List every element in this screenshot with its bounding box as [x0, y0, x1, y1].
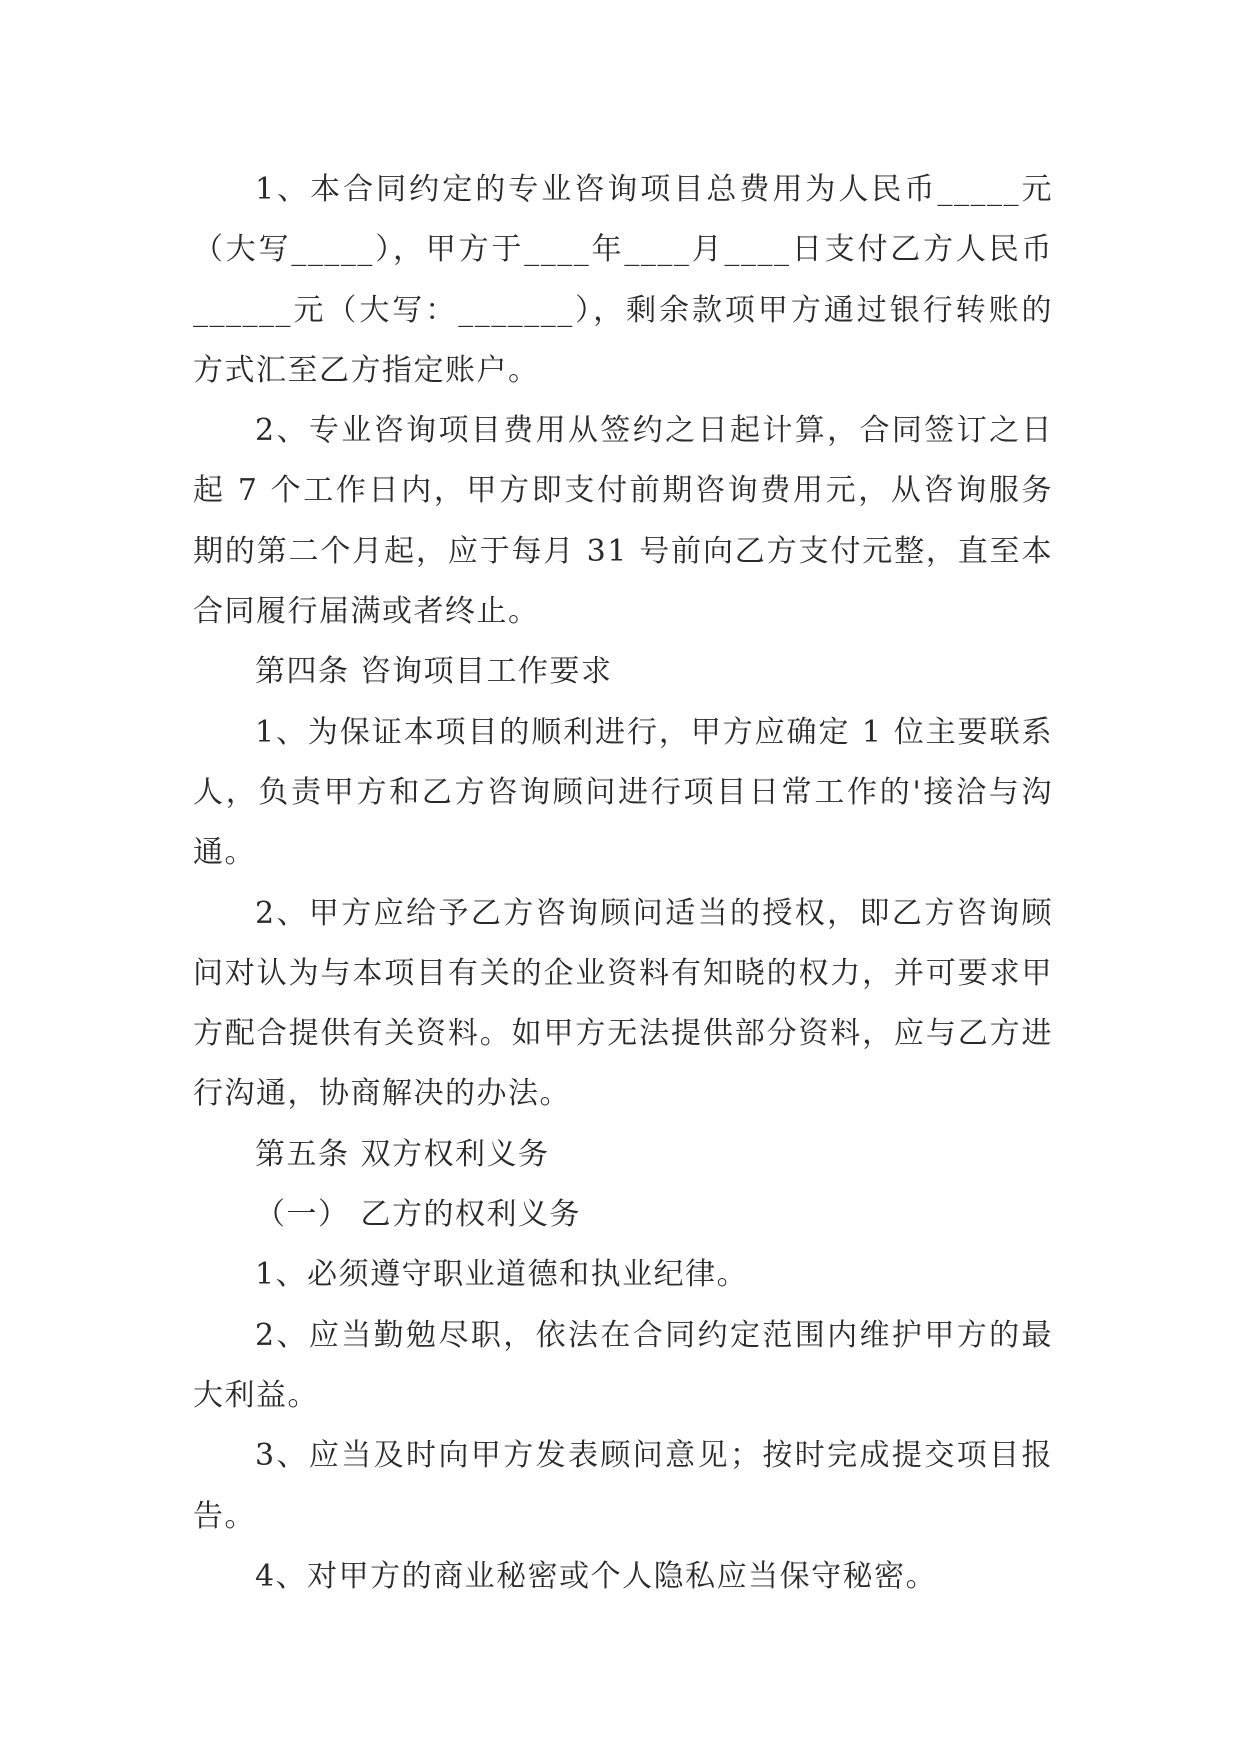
payment-clause-2: 2、专业咨询项目费用从签约之日起计算，合同签订之日起 7 个工作日内，甲方即支付前期咨询费用元，从咨询服务期的第二个月起，应于每月 31 号前向乙方支付元整，直至本合同履行届满或者终止。 — [193, 413, 1053, 630]
work-requirement-2: 2、甲方应给予乙方咨询顾问适当的授权，即乙方咨询顾问对认为与本项目有关的企业资料有知晓的权力，并可要求甲方配合提供有关资料。如甲方无法提供部分资料，应与乙方进行沟通，协商解决的办法。 — [193, 895, 1053, 1112]
work-requirement-1: 1、为保证本项目的顺利进行，甲方应确定 1 位主要联系人，负责甲方和乙方咨询顾问进行项目日常工作的'接洽与沟通。 — [193, 714, 1053, 871]
party-b-duty-4: 4、对甲方的商业秘密或个人隐私应当保守秘密。 — [255, 1558, 938, 1594]
article-4-heading: 第四条 咨询项目工作要求 — [255, 654, 613, 690]
party-b-duty-2: 2、应当勤勉尽职，依法在合同约定范围内维护甲方的最大利益。 — [193, 1317, 1053, 1413]
party-b-duty-1: 1、必须遵守职业道德和执业纪律。 — [255, 1257, 749, 1293]
party-b-subheading: （一） 乙方的权利义务 — [255, 1197, 582, 1233]
party-b-duty-3: 3、应当及时向甲方发表顾问意见；按时完成提交项目报告。 — [193, 1438, 1053, 1534]
article-5-heading: 第五条 双方权利义务 — [255, 1136, 550, 1172]
payment-clause-1: 1、本合同约定的专业咨询项目总费用为人民币_____元（大写_____），甲方于____年____月____日支付乙方人民币______元（大写：_______），剩余款项甲方通过银行转账的方式汇至乙方指定账户。 — [193, 172, 1053, 388]
document-body — [193, 160, 1053, 1607]
